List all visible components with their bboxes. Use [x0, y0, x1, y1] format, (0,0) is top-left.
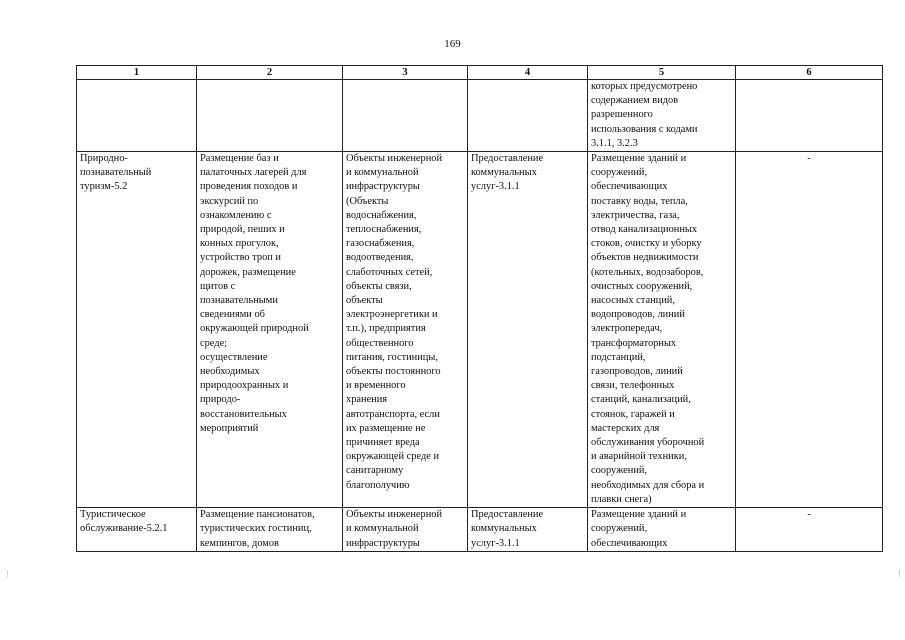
table-cell [468, 80, 588, 152]
table-header-row [77, 66, 883, 80]
table-row [77, 508, 883, 552]
scan-margin-mark: ⋮ [4, 570, 11, 578]
table-cell [77, 80, 197, 152]
table-cell: - [736, 152, 883, 508]
column-header: 2 [197, 66, 343, 80]
column-header: 3 [343, 66, 468, 80]
table-cell: Размещение баз и палаточных лагерей для проведения походов и экскурсий по ознакомлению с природой, пеших и конных прогулок, устройство троп и дорожек, размещение щитов с познавательными сведениями об окружающей природной среде; осуществление необходимых природоохранных и природо- восстановительных мероприятий [197, 152, 343, 508]
table-cell: Размещение зданий и сооружений, обеспечивающих поставку воды, тепла, электричества, газа, отвод канализационных стоков, очистку и уборку объектов недвижимости (котельных, водозаборов, очистных сооружений, насосных станций, водопроводов, линий электропередач, трансформаторных подстанций, газопроводов, линий связи, телефонных станций, канализаций, стоянок, гаражей и мастерских для обслуживания уборочной и аварийной техники, сооружений, необходимых для сбора и плавки снега) [588, 152, 736, 508]
table-cell: которых предусмотрено содержанием видов разрешенного использования с кодами 3.1.1, 3.2.3 [588, 80, 736, 152]
table-cell: - [736, 508, 883, 552]
column-header: 5 [588, 66, 736, 80]
table-row [77, 80, 883, 152]
table-cell: Объекты инженерной и коммунальной инфраструктуры [343, 508, 468, 552]
column-header: 1 [77, 66, 197, 80]
table-cell [736, 80, 883, 152]
column-header: 4 [468, 66, 588, 80]
table-cell [197, 80, 343, 152]
page-number: 169 [444, 38, 461, 50]
table-cell: Предоставление коммунальных услуг-3.1.1 [468, 508, 588, 552]
table-row [77, 152, 883, 508]
land-use-table [76, 65, 883, 552]
column-header: 6 [736, 66, 883, 80]
table-cell: Размещение зданий и сооружений, обеспечивающих [588, 508, 736, 552]
table-cell: Предоставление коммунальных услуг-3.1.1 [468, 152, 588, 508]
scan-margin-mark: ⋮ [896, 570, 903, 578]
table-cell: Природно- познавательный туризм-5.2 [77, 152, 197, 508]
table-cell: Размещение пансионатов, туристических гостиниц, кемпингов, домов [197, 508, 343, 552]
table-cell: Объекты инженерной и коммунальной инфраструктуры (Объекты водоснабжения, теплоснабжения, газоснабжения, водоотведения, слаботочных сетей, объекты связи, объекты электроэнергетики и т.п.), предприятия общественного питания, гостиницы, объекты постоянного и временного хранения автотранспорта, если их размещение не причиняет вреда окружающей среде и санитарному благополучию [343, 152, 468, 508]
table-cell [343, 80, 468, 152]
table-cell: Туристическое обслуживание-5.2.1 [77, 508, 197, 552]
